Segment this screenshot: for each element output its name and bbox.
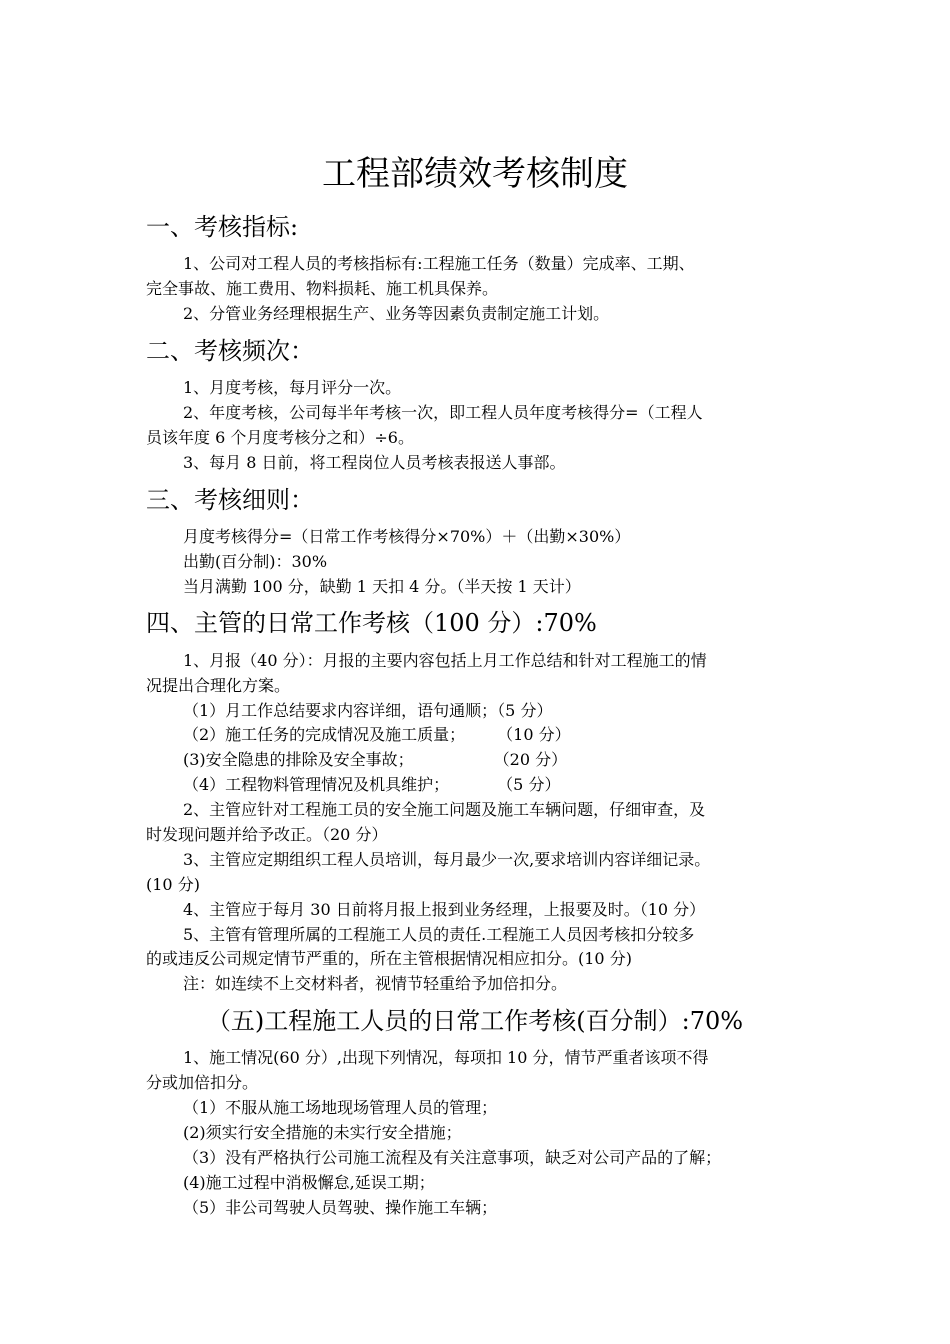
section-heading-3: 三、考核细则：	[146, 486, 314, 514]
paragraph-line: 当月满勤 100 分，缺勤 1 天扣 4 分。（半天按 1 天计）	[183, 577, 581, 596]
paragraph-line: 1、月报（40 分）：月报的主要内容包括上月工作总结和针对工程施工的情	[183, 651, 707, 670]
section-heading-4: 四、主管的日常工作考核（100 分）:70%	[146, 609, 597, 637]
section-heading-1: 一、考核指标:	[146, 213, 299, 241]
paragraph-line: (3)安全隐患的排除及安全事故； （20 分）	[183, 750, 568, 769]
paragraph-line: 2、年度考核，公司每半年考核一次，即工程人员年度考核得分=（工程人	[183, 403, 703, 422]
paragraph-line: （1）不服从施工场地现场管理人员的管理；	[183, 1098, 498, 1117]
paragraph-line: 5、主管有管理所属的工程施工人员的责任.工程施工人员因考核扣分较多	[183, 925, 695, 944]
paragraph-line: 3、每月 8 日前，将工程岗位人员考核表报送人事部。	[183, 453, 566, 472]
paragraph-line: 的或违反公司规定情节严重的，所在主管根据情况相应扣分。(10 分)	[146, 949, 632, 968]
paragraph-line: 4、主管应于每月 30 日前将月报上报到业务经理，上报要及时。（10 分）	[183, 900, 706, 919]
paragraph-line: 况提出合理化方案。	[146, 676, 291, 695]
paragraph-line: (4)施工过程中消极懈怠,延误工期；	[183, 1173, 435, 1192]
paragraph-line: 分或加倍扣分。	[146, 1073, 259, 1092]
paragraph-line: （5）非公司驾驶人员驾驶、操作施工车辆；	[183, 1198, 498, 1217]
paragraph-line: （4）工程物料管理情况及机具维护； （5 分）	[183, 775, 561, 794]
paragraph-line: 月度考核得分=（日常工作考核得分×70%）＋（出勤×30%）	[183, 527, 631, 546]
paragraph-line: 2、分管业务经理根据生产、业务等因素负责制定施工计划。	[183, 304, 610, 323]
paragraph-line: (2)须实行安全措施的未实行安全措施；	[183, 1123, 462, 1142]
paragraph-line: （3）没有严格执行公司施工流程及有关注意事项，缺乏对公司产品的了解；	[183, 1148, 722, 1167]
paragraph-line: 3、主管应定期组织工程人员培训，每月最少一次,要求培训内容详细记录。	[183, 850, 711, 869]
section-heading-5: （五)工程施工人员的日常工作考核(百分制）:70%	[206, 1007, 744, 1035]
paragraph-line: 1、月度考核，每月评分一次。	[183, 378, 402, 397]
paragraph-line: (10 分)	[146, 875, 200, 894]
paragraph-line: 出勤(百分制)：30%	[183, 552, 328, 571]
paragraph-line: 注：如连续不上交材料者，视情节轻重给予加倍扣分。	[183, 974, 568, 993]
paragraph-line: 1、施工情况(60 分）,出现下列情况，每项扣 10 分，情节严重者该项不得	[183, 1048, 709, 1067]
section-heading-2: 二、考核频次：	[146, 337, 314, 365]
document-title: 工程部绩效考核制度	[322, 154, 628, 194]
paragraph-line: 员该年度 6 个月度考核分之和）÷6。	[146, 428, 414, 447]
paragraph-line: 时发现问题并给予改正。（20 分）	[146, 825, 388, 844]
paragraph-line: 1、公司对工程人员的考核指标有:工程施工任务（数量）完成率、工期、	[183, 254, 695, 273]
paragraph-line: （1）月工作总结要求内容详细，语句通顺；（5 分）	[183, 701, 553, 720]
paragraph-line: 完全事故、施工费用、物料损耗、施工机具保养。	[146, 279, 499, 298]
paragraph-line: 2、主管应针对工程施工员的安全施工问题及施工车辆问题，仔细审查，及	[183, 800, 706, 819]
paragraph-line: （2）施工任务的完成情况及施工质量； （10 分）	[183, 725, 571, 744]
